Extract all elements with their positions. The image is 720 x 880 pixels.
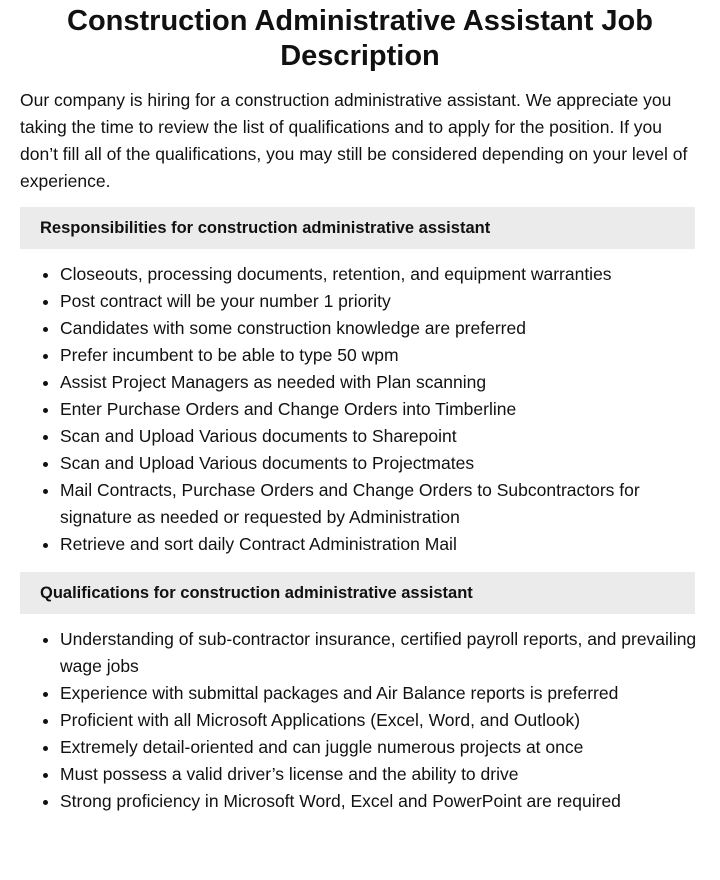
intro-paragraph: Our company is hiring for a construction administrative assistant. We appreciate you taking the time to review the list of qualifications and to apply for the position. If you don’t fill all of the qualifications, you may still be considered depending on your level of experience. bbox=[20, 90, 688, 191]
list-item: • Prefer incumbent to be able to type 50 wpm bbox=[60, 342, 700, 369]
list-item: • Proficient with all Microsoft Applications (Excel, Word, and Outlook) bbox=[60, 707, 700, 734]
list-item: • Post contract will be your number 1 priority bbox=[60, 288, 700, 315]
list-item: • Strong proficiency in Microsoft Word, Excel and PowerPoint are required bbox=[60, 788, 700, 815]
list-item: • Retrieve and sort daily Contract Administration Mail bbox=[60, 531, 700, 558]
qualifications-list bbox=[20, 626, 700, 815]
list-item: • Scan and Upload Various documents to Sharepoint bbox=[60, 423, 700, 450]
list-item: • Scan and Upload Various documents to Projectmates bbox=[60, 450, 700, 477]
qualifications-heading: Qualifications for construction administrative assistant bbox=[20, 572, 695, 614]
responsibilities-heading: Responsibilities for construction administrative assistant bbox=[20, 207, 695, 249]
list-item: • Closeouts, processing documents, retention, and equipment warranties bbox=[60, 261, 700, 288]
list-item: • Assist Project Managers as needed with Plan scanning bbox=[60, 369, 700, 396]
list-item: • Candidates with some construction knowledge are preferred bbox=[60, 315, 700, 342]
list-item: • Experience with submittal packages and Air Balance reports is preferred bbox=[60, 680, 700, 707]
list-item: • Understanding of sub-contractor insurance, certified payroll reports, and prevailing wage jobs bbox=[60, 626, 700, 680]
list-item: • Mail Contracts, Purchase Orders and Change Orders to Subcontractors for signature as needed or requested by Administration bbox=[60, 477, 700, 531]
list-item: • Extremely detail-oriented and can juggle numerous projects at once bbox=[60, 734, 700, 761]
list-item: • Enter Purchase Orders and Change Orders into Timberline bbox=[60, 396, 700, 423]
list-item: • Must possess a valid driver’s license and the ability to drive bbox=[60, 761, 700, 788]
responsibilities-list bbox=[20, 261, 700, 558]
page-title: Construction Administrative Assistant Job Description bbox=[67, 5, 653, 72]
